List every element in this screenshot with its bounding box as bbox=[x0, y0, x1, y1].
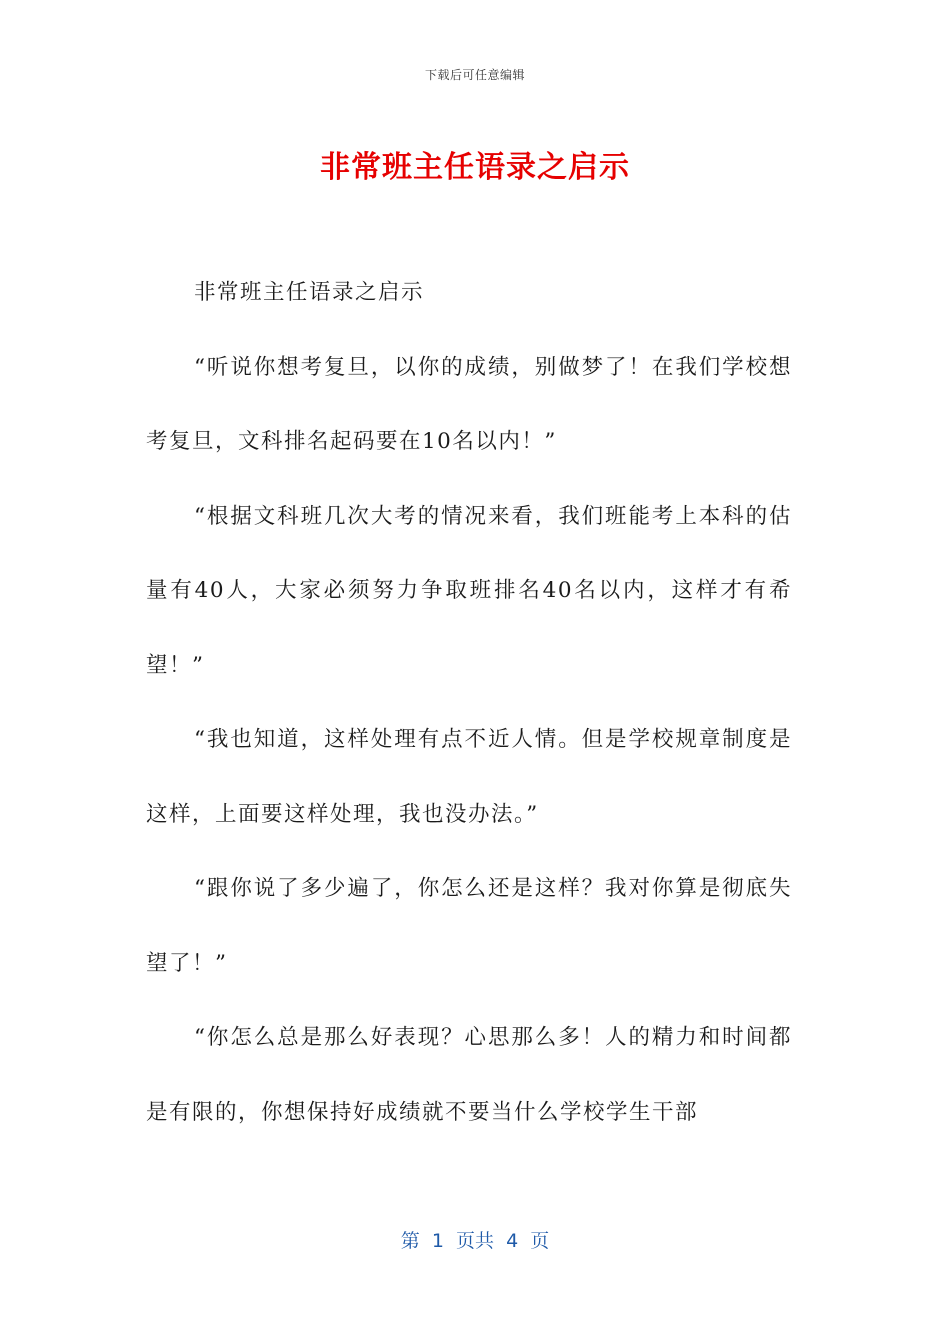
paragraph: “你怎么总是那么好表现？心思那么多！人的精力和时间都是有限的，你想保持好成绩就不要当什么学校学生干部 bbox=[146, 1025, 792, 1125]
paragraph: “听说你想考复旦，以你的成绩，别做梦了！在我们学校想考复旦，文科排名起码要在10名以内！” bbox=[146, 354, 792, 454]
paragraph: 非常班主任语录之启示 bbox=[194, 280, 425, 305]
document-body bbox=[146, 256, 792, 1150]
document-title: 非常班主任语录之启示 bbox=[320, 150, 630, 185]
paragraph: “我也知道，这样处理有点不近人情。但是学校规章制度是这样，上面要这样处理，我也没办法。” bbox=[146, 727, 792, 827]
paragraph: “跟你说了多少遍了，你怎么还是这样？我对你算是彻底失望了！” bbox=[146, 876, 792, 976]
header-note: 下载后可任意编辑 bbox=[424, 68, 525, 82]
page-indicator: 第 1 页共 4 页 bbox=[400, 1230, 550, 1252]
paragraph: “根据文科班几次大考的情况来看，我们班能考上本科的估量有40人，大家必须努力争取班排名40名以内，这样才有希望！” bbox=[146, 503, 792, 678]
